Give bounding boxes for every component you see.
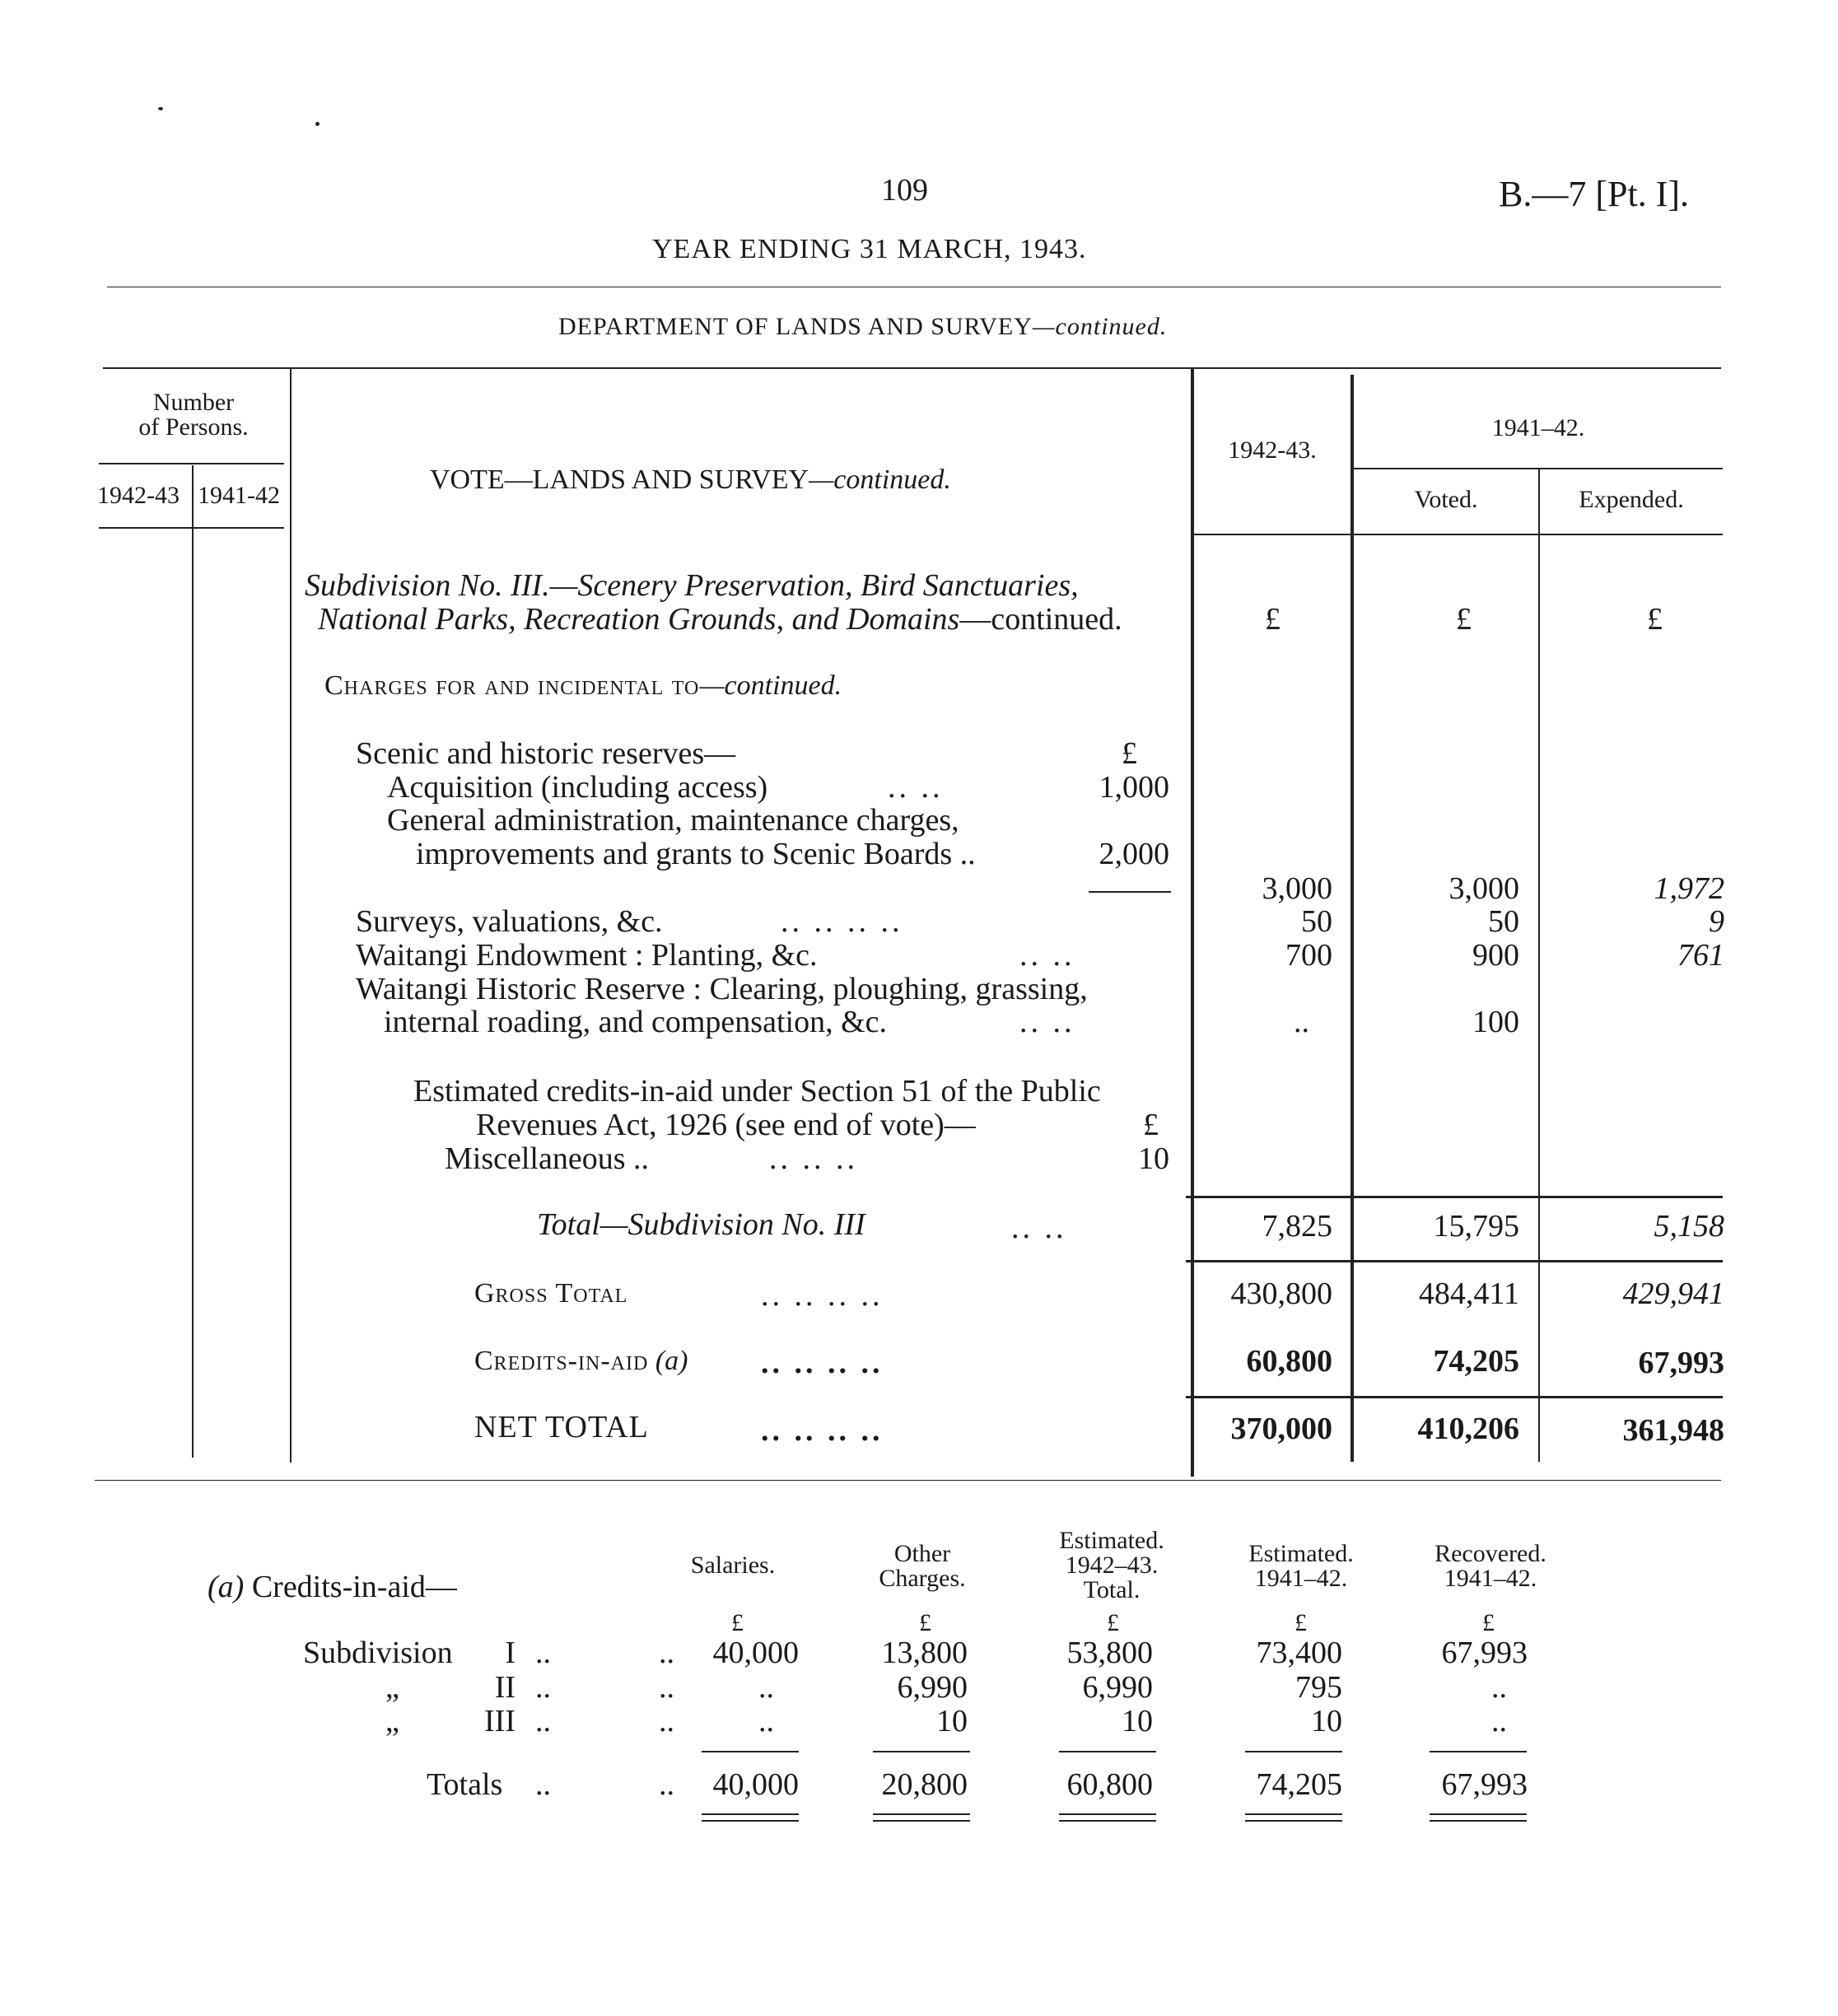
- charges-heading: [324, 672, 842, 700]
- footnote-row-leader: ..: [535, 1670, 551, 1705]
- waitangi-historic-1942-43: ..: [1294, 1005, 1309, 1039]
- footnote-double-rule: [1245, 1820, 1342, 1822]
- number-of-persons-label-1: Number: [152, 389, 235, 416]
- waitangi-endowment-voted: 900: [1472, 938, 1519, 973]
- footnote-row-label: „: [385, 1670, 399, 1705]
- vote-title-text: VOTE—LANDS AND SURVEY: [430, 464, 809, 495]
- total-subdivision-1942-43: 7,825: [1262, 1209, 1332, 1244]
- footnote-row-est43: 10: [1122, 1704, 1153, 1738]
- column-header-1942-43: 1942-43.: [1228, 436, 1317, 464]
- footnote-row-salaries: 40,000: [712, 1636, 799, 1670]
- footnote-row-leader: ..: [659, 1670, 674, 1705]
- waitangi-endowment-expended: 761: [1677, 938, 1724, 973]
- charges-heading-suffix: —continued.: [699, 670, 842, 701]
- waitangi-endowment-label: Waitangi Endowment : Planting, &c.: [356, 938, 818, 973]
- header-bottom-rule: [1191, 534, 1723, 535]
- waitangi-historic-line-2: internal roading, and compensation, &c.: [384, 1005, 887, 1039]
- credits-in-aid-text: Credits-in-aid: [474, 1346, 649, 1376]
- surveys-label: Surveys, valuations, &c.: [356, 904, 663, 939]
- footnote-row-recovered: 67,993: [1441, 1636, 1528, 1670]
- pound-symbol-1942-43: £: [1265, 602, 1281, 637]
- scan-speck: [315, 122, 320, 126]
- footnote-row-other: 6,990: [897, 1670, 968, 1705]
- scenic-pound-symbol: £: [1122, 736, 1137, 771]
- department-suffix: —continued.: [1032, 313, 1168, 340]
- footnote-row-est43: 6,990: [1082, 1670, 1153, 1705]
- scenic-total-1942-43: 3,000: [1262, 871, 1332, 906]
- waitangi-historic-line-1: Waitangi Historic Reserve : Clearing, ploughing, grassing,: [356, 972, 1088, 1006]
- total-subdivision-top-rule: [1186, 1196, 1723, 1198]
- department-heading: [558, 313, 1167, 341]
- footnote-row-leader: ..: [535, 1636, 551, 1670]
- scenic-total-expended: 1,972: [1654, 871, 1724, 906]
- net-total-1942-43: 370,000: [1230, 1412, 1332, 1446]
- footnote-row-other: 10: [936, 1704, 968, 1738]
- footnote-sum-rule: [702, 1751, 799, 1752]
- footnote-col-recovered-2: 1941–42.: [1444, 1565, 1537, 1592]
- footnote-sum-rule: [1059, 1751, 1156, 1752]
- footnote-total-other: 20,800: [881, 1767, 968, 1802]
- footnote-row-number: III: [484, 1704, 515, 1738]
- gross-total-1942-43: 430,800: [1230, 1276, 1332, 1311]
- persons-subheader-rule: [99, 527, 284, 529]
- miscellaneous-amount: 10: [1138, 1141, 1169, 1176]
- column-voted-rule: [1538, 469, 1540, 1462]
- department-name: DEPARTMENT OF LANDS AND SURVEY: [558, 313, 1033, 340]
- footnote-col-recovered-1: Recovered.: [1434, 1540, 1546, 1567]
- miscellaneous-leader: .. .. ..: [769, 1141, 858, 1176]
- estimated-credits-line-2: Revenues Act, 1926 (see end of vote)—: [476, 1108, 976, 1142]
- footnote-totals-leader: ..: [659, 1767, 674, 1802]
- footnote-row-leader: ..: [535, 1704, 551, 1738]
- waitangi-historic-leader: .. ..: [1019, 1005, 1075, 1039]
- net-total-voted: 410,206: [1417, 1412, 1519, 1446]
- footnote-double-rule: [1245, 1813, 1342, 1815]
- credits-in-aid-leader: .. .. .. ..: [761, 1346, 884, 1380]
- credits-in-aid-note: (a): [655, 1346, 688, 1376]
- footnote-pound-est42: £: [1295, 1609, 1307, 1636]
- footnote-col-est42-2: 1941–42.: [1254, 1565, 1348, 1592]
- gross-total-expended: 429,941: [1622, 1276, 1724, 1311]
- scenic-subtotal-rule: [1089, 891, 1171, 893]
- net-total-leader: .. .. .. ..: [761, 1413, 884, 1448]
- footnote-col-est43-1: Estimated.: [1059, 1527, 1164, 1554]
- footnote-row-est42: 10: [1311, 1704, 1342, 1738]
- charges-heading-text: Charges for and incidental to: [324, 670, 700, 701]
- pound-symbol-expended: £: [1647, 602, 1663, 637]
- footnote-pound-salaries: £: [731, 1609, 744, 1636]
- vote-title-suffix: —continued.: [809, 464, 951, 495]
- waitangi-endowment-1942-43: 700: [1285, 938, 1332, 973]
- persons-col-1942-43: 1942-43: [97, 482, 180, 509]
- subdivision-heading-suffix: —continued.: [959, 602, 1122, 637]
- footnote-total-est42: 74,205: [1256, 1767, 1342, 1802]
- gross-total-top-rule: [1186, 1260, 1723, 1262]
- footnote-double-rule: [1059, 1820, 1156, 1822]
- column-header-1941-42: 1941–42.: [1491, 414, 1585, 441]
- footnote-col-other-1: Other: [893, 1540, 951, 1567]
- footnote-row-est43: 53,800: [1066, 1636, 1153, 1670]
- footnote-row-salaries: ..: [758, 1670, 774, 1705]
- acquisition-amount: 1,000: [1099, 770, 1169, 805]
- footnote-double-rule: [873, 1813, 970, 1815]
- surveys-expended: 9: [1709, 904, 1724, 939]
- footnote-row-number: II: [494, 1670, 515, 1705]
- credits-in-aid-label: [474, 1347, 688, 1375]
- footnote-double-rule: [1430, 1813, 1527, 1815]
- total-subdivision-label: Total—Subdivision No. III: [537, 1207, 865, 1242]
- footnote-label-text: Credits-in-aid—: [251, 1570, 457, 1604]
- footnote-row-est42: 795: [1295, 1670, 1342, 1705]
- net-total-expended: 361,948: [1622, 1413, 1724, 1448]
- net-total-top-rule: [1186, 1396, 1723, 1398]
- footnote-row-recovered: ..: [1491, 1670, 1507, 1705]
- total-subdivision-expended: 5,158: [1654, 1209, 1724, 1244]
- footnote-row-label: „: [385, 1704, 399, 1738]
- footnote-row-label: Subdivision: [303, 1636, 453, 1670]
- year-1941-42-rule: [1354, 468, 1723, 469]
- footnote-label-prefix: (a): [208, 1570, 245, 1604]
- subdivision-heading-italic: National Parks, Recreation Grounds, and Domains: [318, 602, 960, 637]
- gross-total-leader: .. .. .. ..: [761, 1278, 884, 1313]
- subdivision-heading-line-2: [318, 604, 1122, 635]
- pound-symbol-voted: £: [1456, 602, 1472, 637]
- footnote-total-salaries: 40,000: [712, 1767, 799, 1802]
- footnote-row-other: 13,800: [881, 1636, 968, 1670]
- waitangi-endowment-leader: .. ..: [1019, 938, 1075, 973]
- footnote-pound-recovered: £: [1482, 1609, 1495, 1636]
- table-bottom-rule: [95, 1480, 1721, 1481]
- persons-split-rule: [192, 465, 194, 1458]
- number-of-persons-label-2: of Persons.: [138, 413, 249, 441]
- footnote-double-rule: [1059, 1813, 1156, 1815]
- surveys-voted: 50: [1488, 904, 1519, 939]
- footnote-row-leader: ..: [659, 1636, 674, 1670]
- footnote-row-leader: ..: [659, 1704, 674, 1738]
- scenic-total-voted: 3,000: [1448, 871, 1519, 906]
- year-ending-heading: YEAR ENDING 31 MARCH, 1943.: [652, 234, 1087, 264]
- footnote-total-est43: 60,800: [1066, 1767, 1153, 1802]
- persons-header-rule: [99, 463, 284, 464]
- footnote-double-rule: [702, 1820, 799, 1822]
- table-top-rule: [103, 367, 1721, 369]
- footnote-totals-leader: ..: [535, 1767, 551, 1802]
- vote-title: [430, 466, 951, 494]
- document-reference: B.—7 [Pt. I].: [1499, 174, 1689, 214]
- footnote-pound-est43: £: [1107, 1609, 1119, 1636]
- footnote-col-est43-2: 1942–43.: [1065, 1552, 1159, 1579]
- general-administration-amount: 2,000: [1099, 837, 1169, 871]
- page-number: 109: [881, 173, 928, 208]
- footnote-sum-rule: [1430, 1751, 1527, 1752]
- general-administration-line-1: General administration, maintenance charges,: [387, 803, 959, 838]
- footnote-double-rule: [1430, 1820, 1527, 1822]
- footnote-row-est42: 73,400: [1256, 1636, 1342, 1670]
- estimated-credits-line-1: Estimated credits-in-aid under Section 51 of the Public: [413, 1074, 1101, 1108]
- footnote-pound-other: £: [919, 1609, 931, 1636]
- footnote-double-rule: [702, 1813, 799, 1815]
- footnote-label: [208, 1571, 457, 1603]
- footnote-sum-rule: [873, 1751, 970, 1752]
- waitangi-historic-voted: 100: [1472, 1005, 1519, 1039]
- total-subdivision-voted: 15,795: [1433, 1209, 1519, 1244]
- footnote-col-est43-3: Total.: [1083, 1576, 1141, 1603]
- footnote-row-number: I: [505, 1636, 515, 1670]
- persons-col-1941-42: 1941-42: [198, 482, 280, 509]
- footnote-col-est42-1: Estimated.: [1248, 1540, 1354, 1567]
- scenic-reserves-heading: Scenic and historic reserves—: [356, 736, 736, 771]
- general-administration-line-2: improvements and grants to Scenic Boards ..: [416, 837, 976, 871]
- gross-total-label: Gross Total: [474, 1278, 628, 1309]
- miscellaneous-label: Miscellaneous ..: [445, 1141, 650, 1176]
- total-subdivision-leader: .. ..: [1011, 1211, 1067, 1245]
- net-total-label: NET TOTAL: [474, 1410, 649, 1444]
- acquisition-leader: .. ..: [888, 770, 944, 805]
- subdivision-heading-line-1: Subdivision No. III.—Scenery Preservation, Bird Sanctuaries,: [305, 568, 1079, 603]
- footnote-row-recovered: ..: [1491, 1704, 1507, 1738]
- footnote-row-salaries: ..: [758, 1704, 774, 1738]
- column-header-expended: Expended.: [1579, 486, 1684, 513]
- acquisition-label: Acquisition (including access): [387, 770, 768, 805]
- column-1941-42-rule: [1351, 375, 1354, 1462]
- scan-speck: [158, 107, 163, 110]
- footnote-sum-rule: [1245, 1751, 1342, 1752]
- estimated-credits-pound: £: [1143, 1108, 1159, 1142]
- footnote-col-salaries: Salaries.: [690, 1552, 776, 1579]
- credits-in-aid-expended: 67,993: [1638, 1346, 1724, 1380]
- footnote-total-recovered: 67,993: [1441, 1767, 1528, 1802]
- gross-total-voted: 484,411: [1418, 1276, 1519, 1311]
- column-header-voted: Voted.: [1414, 486, 1478, 513]
- surveys-leader: .. .. .. ..: [781, 904, 903, 939]
- footnote-col-other-2: Charges.: [879, 1565, 966, 1592]
- credits-in-aid-voted: 74,205: [1433, 1344, 1519, 1379]
- credits-in-aid-1942-43: 60,800: [1246, 1344, 1332, 1379]
- footnote-totals-label: Totals: [427, 1767, 503, 1802]
- surveys-1942-43: 50: [1301, 904, 1332, 939]
- persons-column-rule: [290, 367, 292, 1463]
- footnote-double-rule: [873, 1820, 970, 1822]
